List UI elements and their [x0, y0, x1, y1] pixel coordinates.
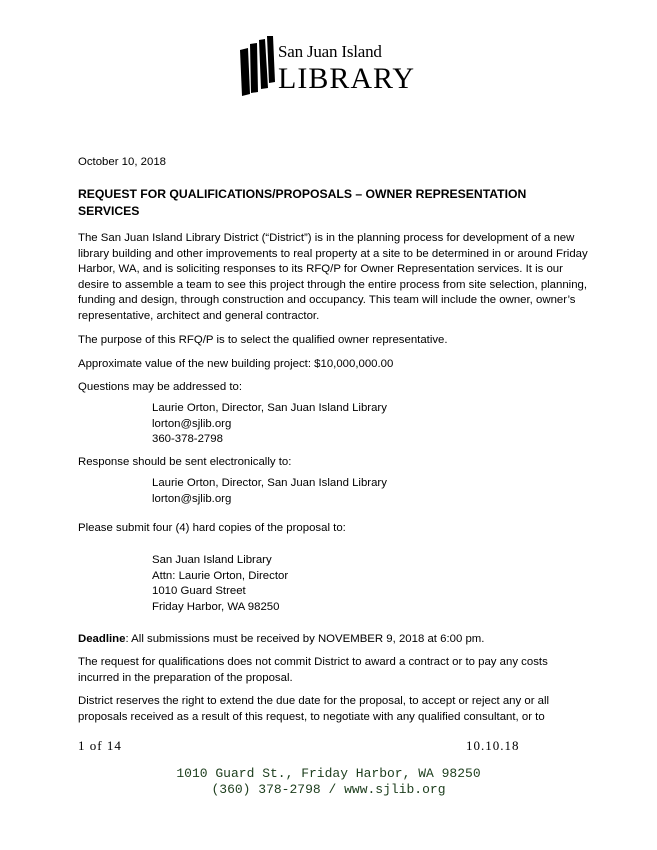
address-line: Attn: Laurie Orton, Director [152, 569, 289, 582]
address-line: 1010 Guard Street [152, 585, 246, 598]
footer-contact: (360) 378-2798 / www.sjlib.org [211, 782, 446, 797]
letter-date: October 10, 2018 [78, 156, 167, 168]
commit-paragraph: The request for qualifications does not commit District to award a contract or to pay any costs incurred in the preparation of the proposal. [78, 656, 548, 684]
purpose-paragraph: The purpose of this RFQ/P is to select the qualified owner representative. [78, 334, 448, 346]
deadline-text: : All submissions must be received by NOVEMBER 9, 2018 at 6:00 pm. [125, 633, 485, 645]
footer-date: 10.10.18 [466, 738, 520, 753]
document-title: REQUEST FOR QUALIFICATIONS/PROPOSALS – OWNER REPRESENTATION SERVICES [78, 187, 527, 218]
library-logo [236, 36, 416, 98]
contact-email[interactable]: lorton@sjlib.org [152, 417, 232, 430]
page-number: 1 of 14 [78, 738, 122, 753]
deadline-paragraph [78, 632, 590, 648]
mailing-address [152, 553, 452, 615]
reserves-paragraph: District reserves the right to extend the due date for the proposal, to accept or reject any or all proposals received as a result of this request, to negotiate with any qualified consultant, or to [78, 695, 550, 723]
footer-address: 1010 Guard St., Friday Harbor, WA 98250 [176, 766, 481, 781]
deadline-label: Deadline [78, 633, 126, 645]
response-label: Response should be sent electronically to: [78, 456, 292, 468]
intro-paragraph: The San Juan Island Library District (“District”) is in the planning process for development of a new library building and other improvements to real property at a site to be determined in or around Friday Harbor, WA, and is soliciting responses to its RFQ/P for Owner Representation services. It is our desire to assemble a team to see this project through the entire process from site selection, planning, funding and design, through construction and occupancy. This team will include the owner, owner’s representative, architect and general contractor. [78, 232, 588, 322]
contact-name: Laurie Orton, Director, San Juan Island Library [152, 477, 387, 489]
response-contact [152, 476, 452, 507]
logo-library-word: LIBRARY [278, 62, 416, 95]
questions-label: Questions may be addressed to: [78, 381, 242, 393]
copies-label: Please submit four (4) hard copies of the proposal to: [78, 522, 346, 534]
contact-phone: 360-378-2798 [152, 433, 223, 446]
questions-contact [152, 401, 452, 448]
address-line: San Juan Island Library [152, 554, 272, 566]
logo-name-line: San Juan Island [278, 42, 382, 61]
books-logo-icon [236, 36, 280, 98]
address-line: Friday Harbor, WA 98250 [152, 600, 280, 613]
contact-name: Laurie Orton, Director, San Juan Island Library [152, 402, 387, 414]
value-paragraph: Approximate value of the new building project: $10,000,000.00 [78, 358, 394, 370]
contact-email[interactable]: lorton@sjlib.org [152, 492, 232, 505]
